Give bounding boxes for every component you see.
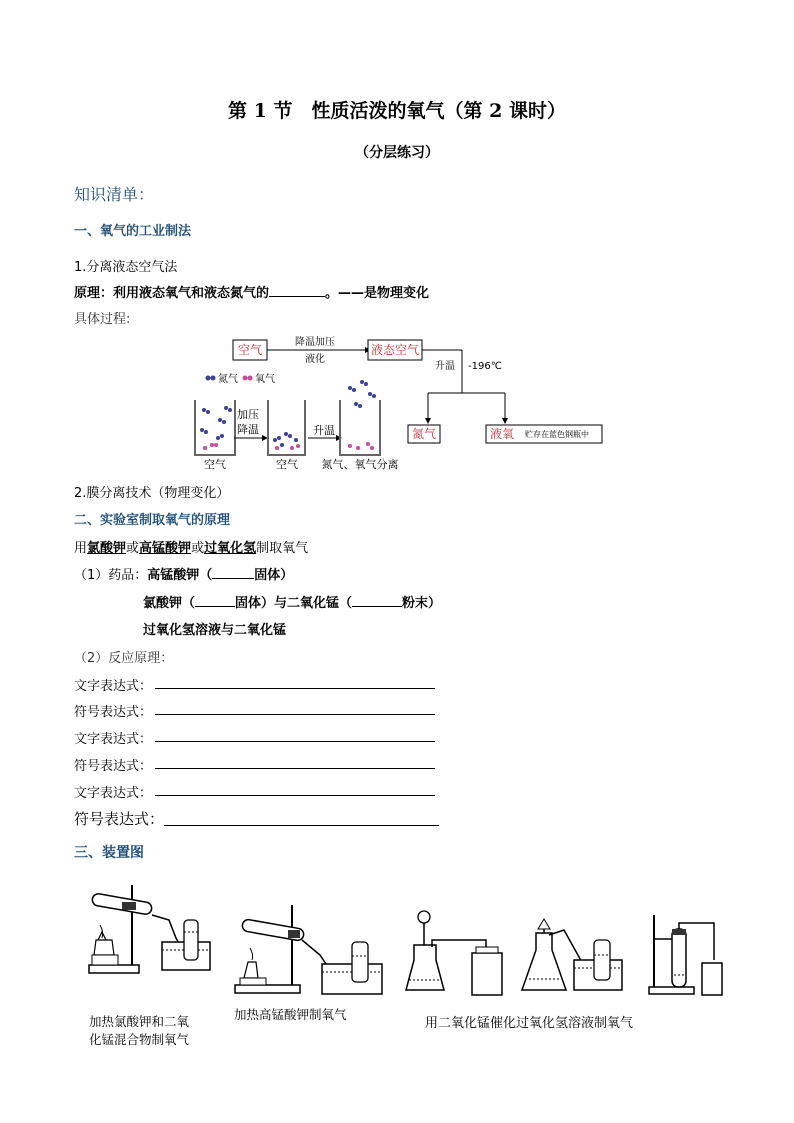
svg-text:氧气: 氧气 [255, 374, 275, 385]
principle-text-b: 。——是物理变化 [325, 286, 430, 301]
heat-label: 升温 [435, 361, 455, 372]
nitrogen-label: 氮气 [411, 427, 437, 441]
apparatus-h2o2 [404, 905, 724, 1000]
intro-pre: 用 [74, 541, 88, 556]
principle-line [74, 282, 429, 301]
step1-label: 加压 [237, 408, 259, 421]
page-title: 第 1 节 性质活泼的氧气（第 2 课时） [228, 100, 566, 122]
expr-label-6: 符号表达式： [74, 810, 165, 828]
drug2-a: 氯酸钾（ [143, 596, 196, 611]
answer-line-2[interactable] [155, 714, 435, 715]
expr-label-4: 符号表达式： [74, 759, 153, 774]
knowledge-heading: 知识清单： [74, 185, 155, 204]
drug1-b: 固体） [254, 568, 294, 583]
apparatus1-caption-l2: 化锰混合物制氧气 [89, 1032, 190, 1047]
section3-heading: 三、装置图 [74, 845, 144, 861]
air-label: 空气 [237, 343, 263, 357]
apparatus3-caption: 用二氧化锰催化过氧化氢溶液制氧气 [425, 1016, 634, 1031]
principle-text-a: 原理：利用液态氧气和液态氮气的 [74, 286, 270, 301]
or-1: 或 [126, 541, 140, 556]
drug2-c: 粉末） [402, 596, 442, 611]
legend-o2 [243, 372, 276, 385]
drug2-b: 固体）与二氧化锰（ [235, 596, 353, 611]
h2o2-term: 过氧化氢 [204, 541, 257, 556]
method2-title: 2.膜分离技术（物理变化） [74, 486, 230, 501]
kclo3-term: 氯酸钾 [87, 541, 127, 556]
answer-line-6[interactable] [164, 825, 439, 826]
drug2-blank-2[interactable] [352, 594, 402, 607]
step2-label: 降温 [237, 423, 259, 436]
page-subtitle: （分层练习） [355, 145, 439, 161]
process-label: 具体过程: [74, 312, 131, 327]
section2-heading: 二、实验室制取氧气的原理 [74, 513, 231, 528]
apparatus1-caption-l1: 加热氯酸钾和二氧 [89, 1014, 190, 1029]
apparatus2-caption: 加热高锰酸钾制氧气 [234, 1007, 347, 1022]
lab-intro [74, 537, 308, 556]
apparatus-kclo3 [84, 880, 219, 980]
answer-line-3[interactable] [155, 741, 435, 742]
answer-line-5[interactable] [155, 795, 435, 796]
svg-text:氮气: 氮气 [218, 374, 238, 385]
beaker-1 [195, 400, 235, 455]
reaction-label: （2）反应原理： [74, 651, 174, 666]
storage-label: 贮存在蓝色钢瓶中 [525, 430, 589, 439]
intro-post: 制取氧气 [256, 541, 309, 556]
apparatus-kmno4 [230, 900, 390, 1000]
arrow-bottom-label: 液化 [305, 354, 325, 365]
drugs-line-3: 过氧化氢溶液与二氧化锰 [143, 623, 287, 638]
beaker-3 [340, 400, 380, 455]
arrow-top-label: 降温加压 [295, 337, 335, 348]
air-separation-diagram [190, 330, 610, 475]
answer-line-1[interactable] [155, 688, 435, 689]
method1-title: 1.分离液态空气法 [74, 260, 178, 275]
temp-label: -196℃ [468, 361, 502, 372]
drugs-line-1 [74, 564, 293, 583]
step3-label: 升温 [313, 424, 335, 437]
drug1-a: 高锰酸钾（ [147, 568, 213, 583]
expr-label-3: 文字表达式： [74, 732, 153, 747]
principle-blank[interactable] [269, 284, 325, 297]
section1-heading: 一、氧气的工业制法 [74, 224, 192, 239]
drug1-blank[interactable] [212, 566, 254, 579]
liquid-air-label: 液态空气 [370, 343, 420, 357]
expr-label-2: 符号表达式： [74, 705, 153, 720]
drugs-line-2 [143, 592, 441, 611]
drug2-blank-1[interactable] [195, 594, 235, 607]
beaker3-caption: 氮气、氧气分离 [321, 458, 399, 471]
kmno4-term: 高锰酸钾 [139, 541, 192, 556]
legend-n2 [206, 372, 239, 385]
expr-label-5: 文字表达式： [74, 786, 153, 801]
liquid-oxygen-label: 液氧 [489, 427, 515, 441]
drugs-label: （1）药品： [74, 568, 148, 583]
beaker2-caption: 空气 [276, 458, 298, 471]
answer-line-4[interactable] [155, 768, 435, 769]
or-2: 或 [191, 541, 205, 556]
beaker1-caption: 空气 [204, 458, 226, 471]
expr-label-1: 文字表达式： [74, 679, 153, 694]
